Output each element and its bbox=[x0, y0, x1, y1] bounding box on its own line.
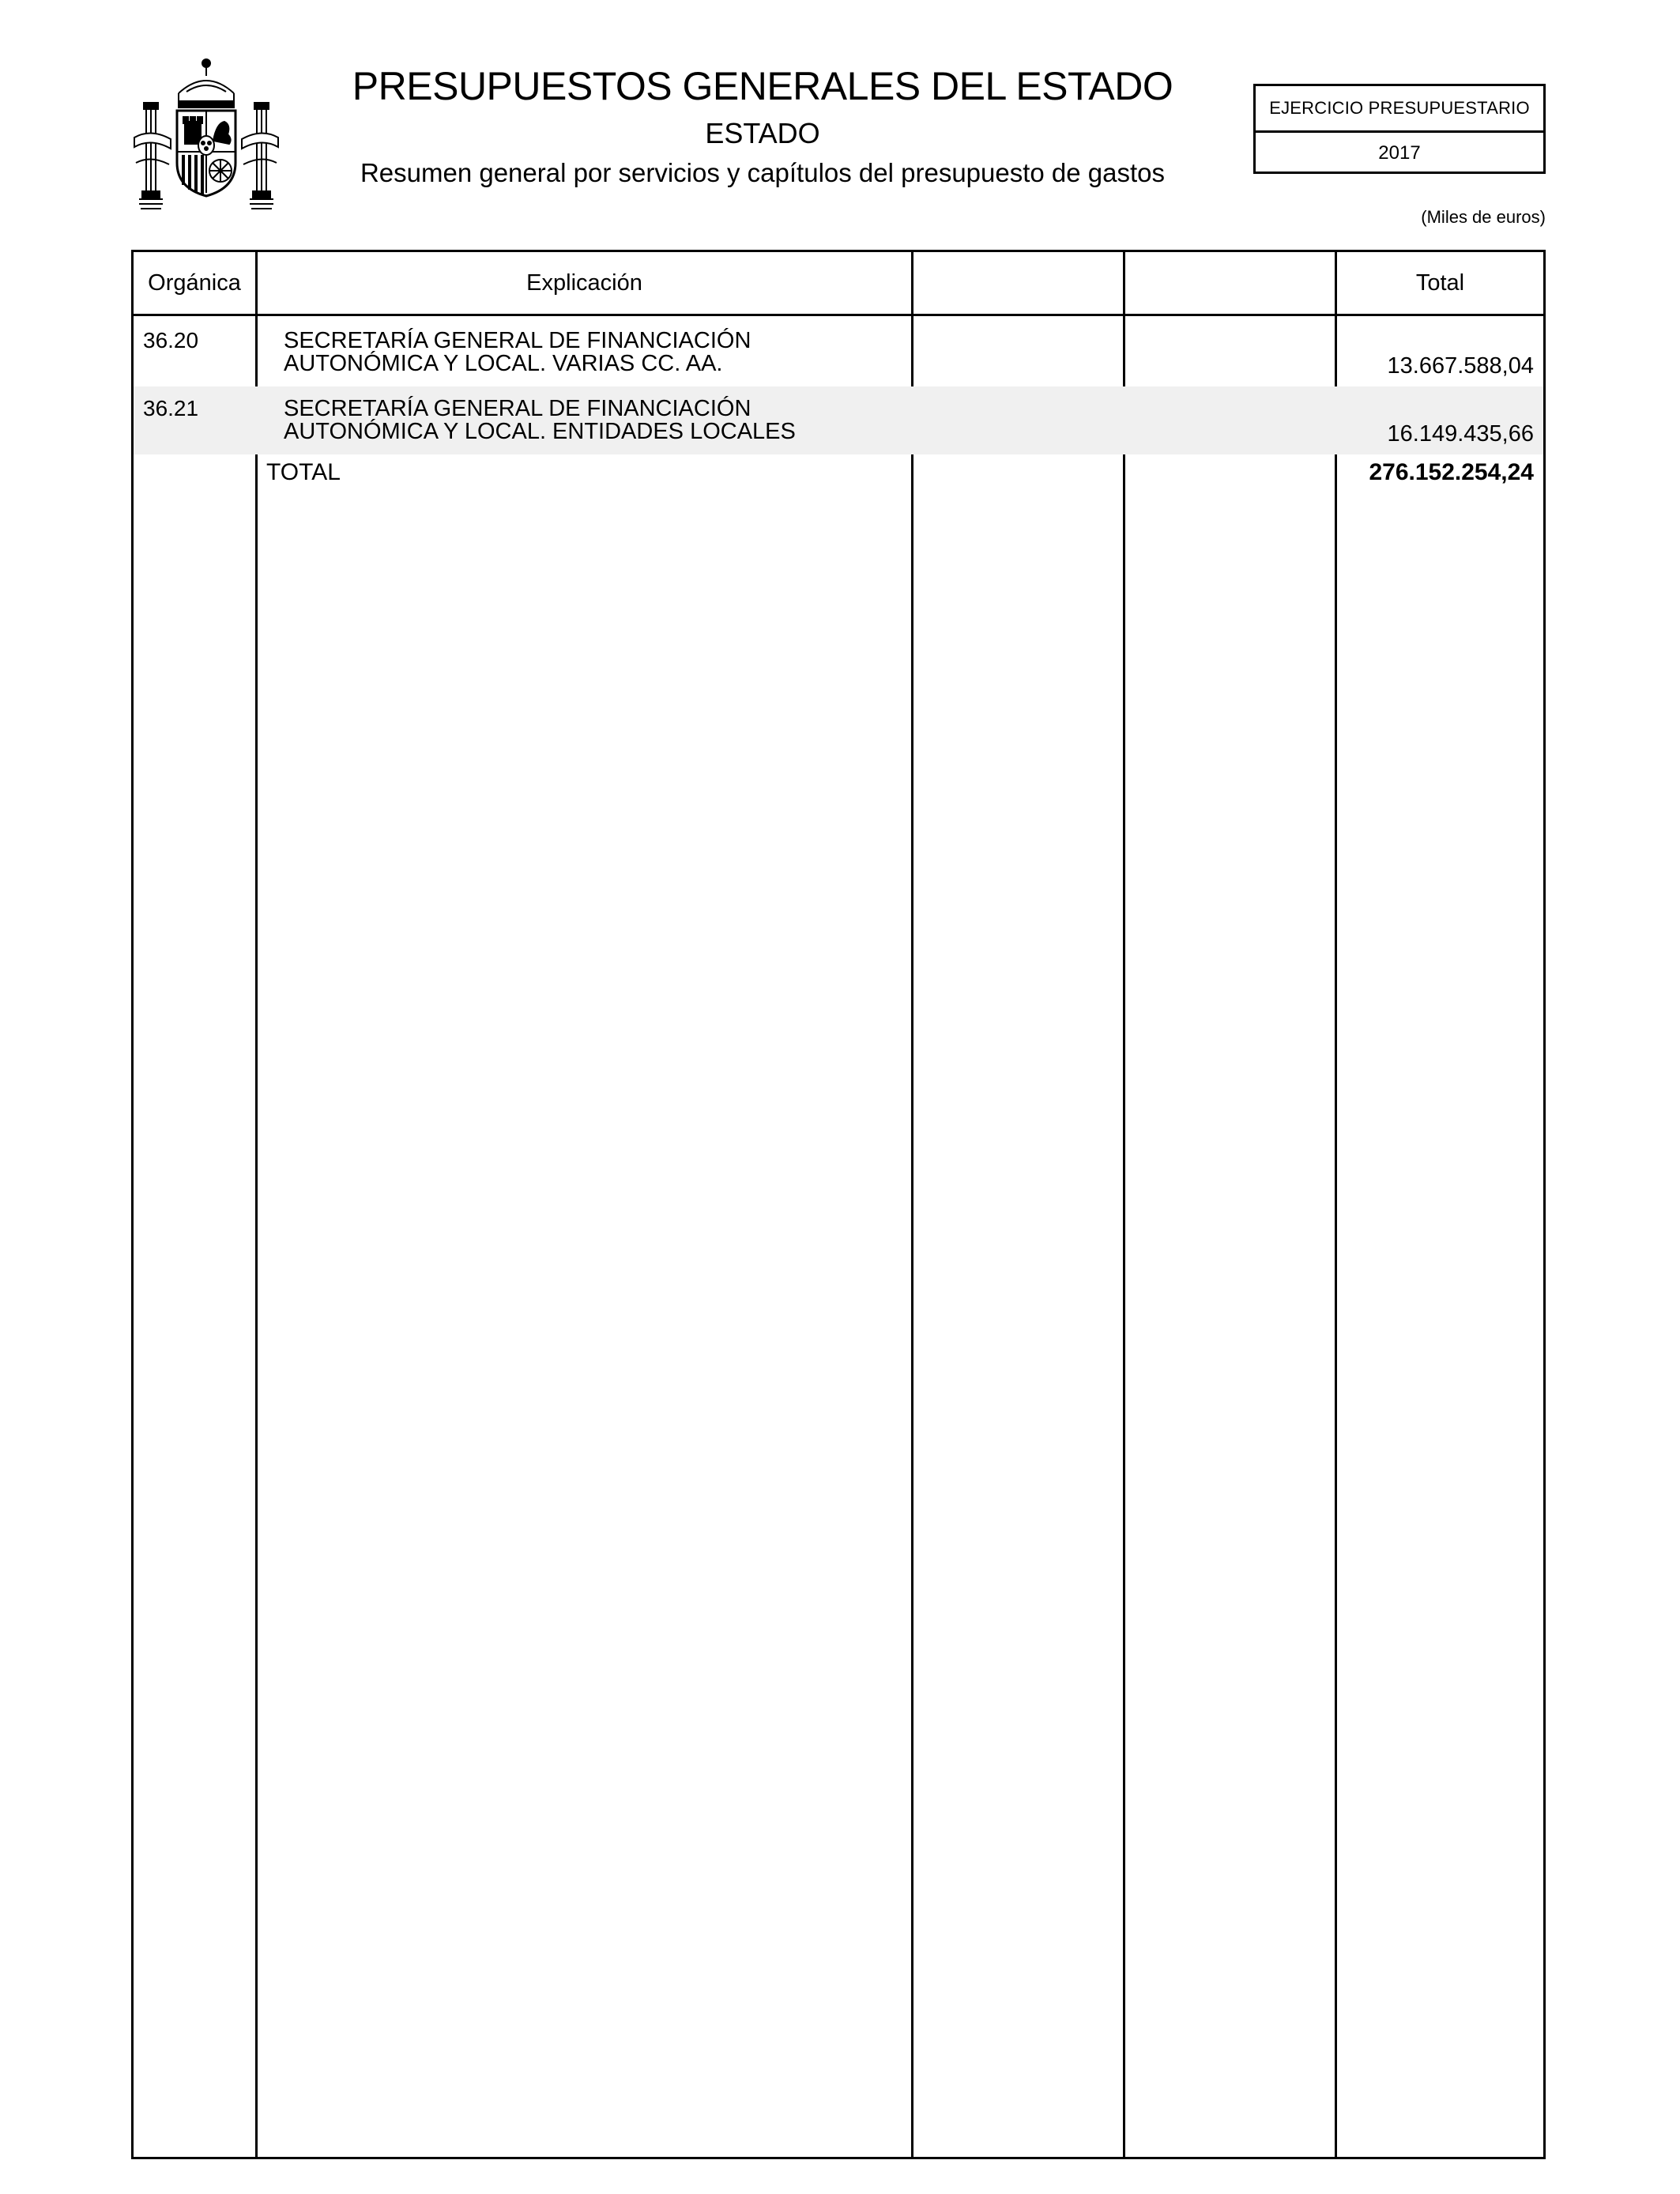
column-divider bbox=[255, 252, 258, 2157]
row-explicacion bbox=[284, 398, 796, 443]
budget-table bbox=[131, 250, 1546, 2159]
table-row bbox=[134, 319, 1543, 386]
column-header-explicacion: Explicación bbox=[526, 270, 642, 296]
units-label: (Miles de euros) bbox=[1421, 207, 1546, 227]
row-organica: 36.20 bbox=[143, 328, 199, 352]
header-divider bbox=[134, 314, 1543, 316]
coat-of-arms-icon bbox=[131, 52, 281, 210]
column-header-empty-2 bbox=[1125, 252, 1335, 314]
ejercicio-box bbox=[1253, 84, 1546, 174]
row-explicacion-line: AUTONÓMICA Y LOCAL. ENTIDADES LOCALES bbox=[284, 419, 796, 444]
column-divider bbox=[911, 252, 913, 2157]
ejercicio-label: EJERCICIO PRESUPUESTARIO bbox=[1256, 86, 1543, 133]
row-explicacion-line: SECRETARÍA GENERAL DE FINANCIACIÓN bbox=[284, 328, 751, 353]
document-subtitle: ESTADO bbox=[705, 117, 820, 149]
table-row bbox=[134, 386, 1543, 454]
column-divider bbox=[1335, 252, 1337, 2157]
row-explicacion-line: AUTONÓMICA Y LOCAL. VARIAS CC. AA. bbox=[284, 351, 723, 376]
document-title: PRESUPUESTOS GENERALES DEL ESTADO bbox=[352, 64, 1173, 108]
column-header-total: Total bbox=[1415, 270, 1465, 296]
column-header-organica: Orgánica bbox=[148, 270, 241, 296]
row-explicacion-line: SECRETARÍA GENERAL DE FINANCIACIÓN bbox=[284, 396, 751, 421]
row-total: 16.149.435,66 bbox=[1387, 421, 1534, 447]
row-organica: 36.21 bbox=[143, 396, 199, 420]
row-explicacion bbox=[284, 330, 751, 375]
total-row bbox=[134, 459, 1543, 491]
total-label: TOTAL bbox=[266, 459, 341, 485]
total-value: 276.152.254,24 bbox=[1369, 459, 1534, 485]
column-divider bbox=[1123, 252, 1125, 2157]
column-header-empty-1 bbox=[913, 252, 1123, 314]
document-description: Resumen general por servicios y capítulos del presupuesto de gastos bbox=[360, 158, 1166, 187]
ejercicio-year: 2017 bbox=[1378, 142, 1421, 164]
row-total: 13.667.588,04 bbox=[1387, 353, 1534, 379]
